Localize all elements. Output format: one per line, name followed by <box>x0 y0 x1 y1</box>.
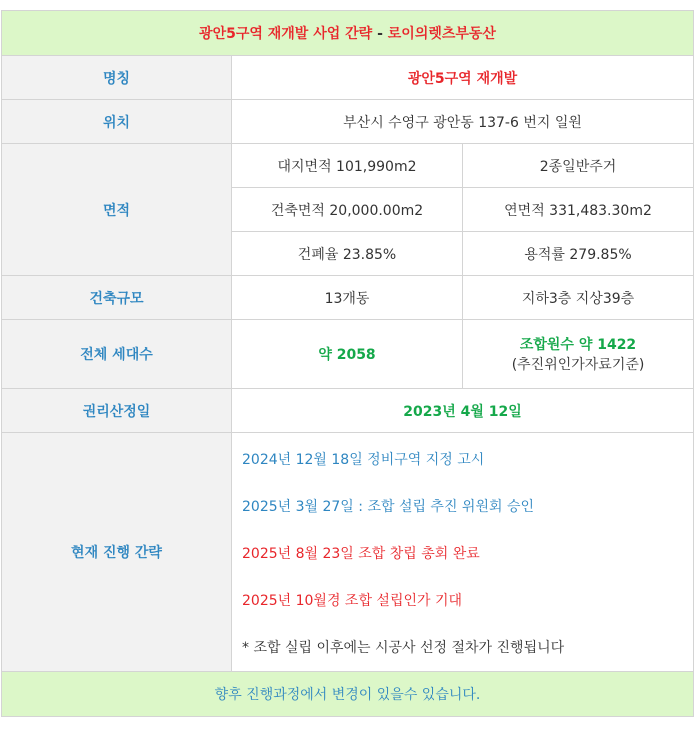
value-total-households: 약 2058 <box>232 320 463 389</box>
title-separator: - <box>372 26 388 42</box>
label-name: 명칭 <box>2 56 232 100</box>
row-rights-date <box>2 389 694 433</box>
row-progress <box>2 433 694 672</box>
value-members-cell <box>463 320 694 389</box>
progress-item: 2024년 12월 18일 정비구역 지정 고시 <box>242 452 485 468</box>
title-project: 광안5구역 재개발 <box>199 26 309 42</box>
title-author: 로이의렛츠부동산 <box>387 26 496 42</box>
value-zoning: 2종일반주거 <box>463 144 694 188</box>
row-name <box>2 56 694 100</box>
label-households: 전체 세대수 <box>2 320 232 389</box>
progress-list <box>232 433 694 672</box>
value-location: 부산시 수영구 광안동 137-6 번지 일원 <box>232 100 694 144</box>
label-scale: 건축규모 <box>2 276 232 320</box>
value-floors: 지하3층 지상39층 <box>463 276 694 320</box>
value-buildings: 13개동 <box>232 276 463 320</box>
header-row <box>2 11 694 56</box>
table-title <box>2 11 694 56</box>
row-households <box>2 320 694 389</box>
progress-item: 2025년 3월 27일 : 조합 설립 추진 위원회 승인 <box>242 499 535 515</box>
label-rights-date: 권리산정일 <box>2 389 232 433</box>
row-area-1 <box>2 144 694 188</box>
title-summary: 사업 간략 <box>313 26 373 42</box>
footer-row <box>2 672 694 717</box>
progress-item: 2025년 10월경 조합 설립인가 기대 <box>242 593 463 609</box>
value-floor-area: 연면적 331,483.30m2 <box>463 188 694 232</box>
row-scale <box>2 276 694 320</box>
label-area: 면적 <box>2 144 232 276</box>
row-location <box>2 100 694 144</box>
value-members: 조합원수 약 1422 <box>519 337 637 353</box>
label-location: 위치 <box>2 100 232 144</box>
value-rights-date: 2023년 4월 12일 <box>232 389 694 433</box>
value-name: 광안5구역 재개발 <box>232 56 694 100</box>
progress-item: 2025년 8월 23일 조합 창립 총회 완료 <box>242 546 480 562</box>
value-building-area: 건축면적 20,000.00m2 <box>232 188 463 232</box>
value-members-note: (추진위인가자료기준) <box>511 357 645 373</box>
value-far: 용적률 279.85% <box>463 232 694 276</box>
progress-note: * 조합 실립 이후에는 시공사 선정 절차가 진행됩니다 <box>242 640 565 656</box>
label-progress: 현재 진행 간략 <box>2 433 232 672</box>
value-site-area: 대지면적 101,990m2 <box>232 144 463 188</box>
value-coverage: 건폐율 23.85% <box>232 232 463 276</box>
footer-note: 향후 진행과정에서 변경이 있을수 있습니다. <box>2 672 694 717</box>
project-summary-table <box>1 10 694 717</box>
